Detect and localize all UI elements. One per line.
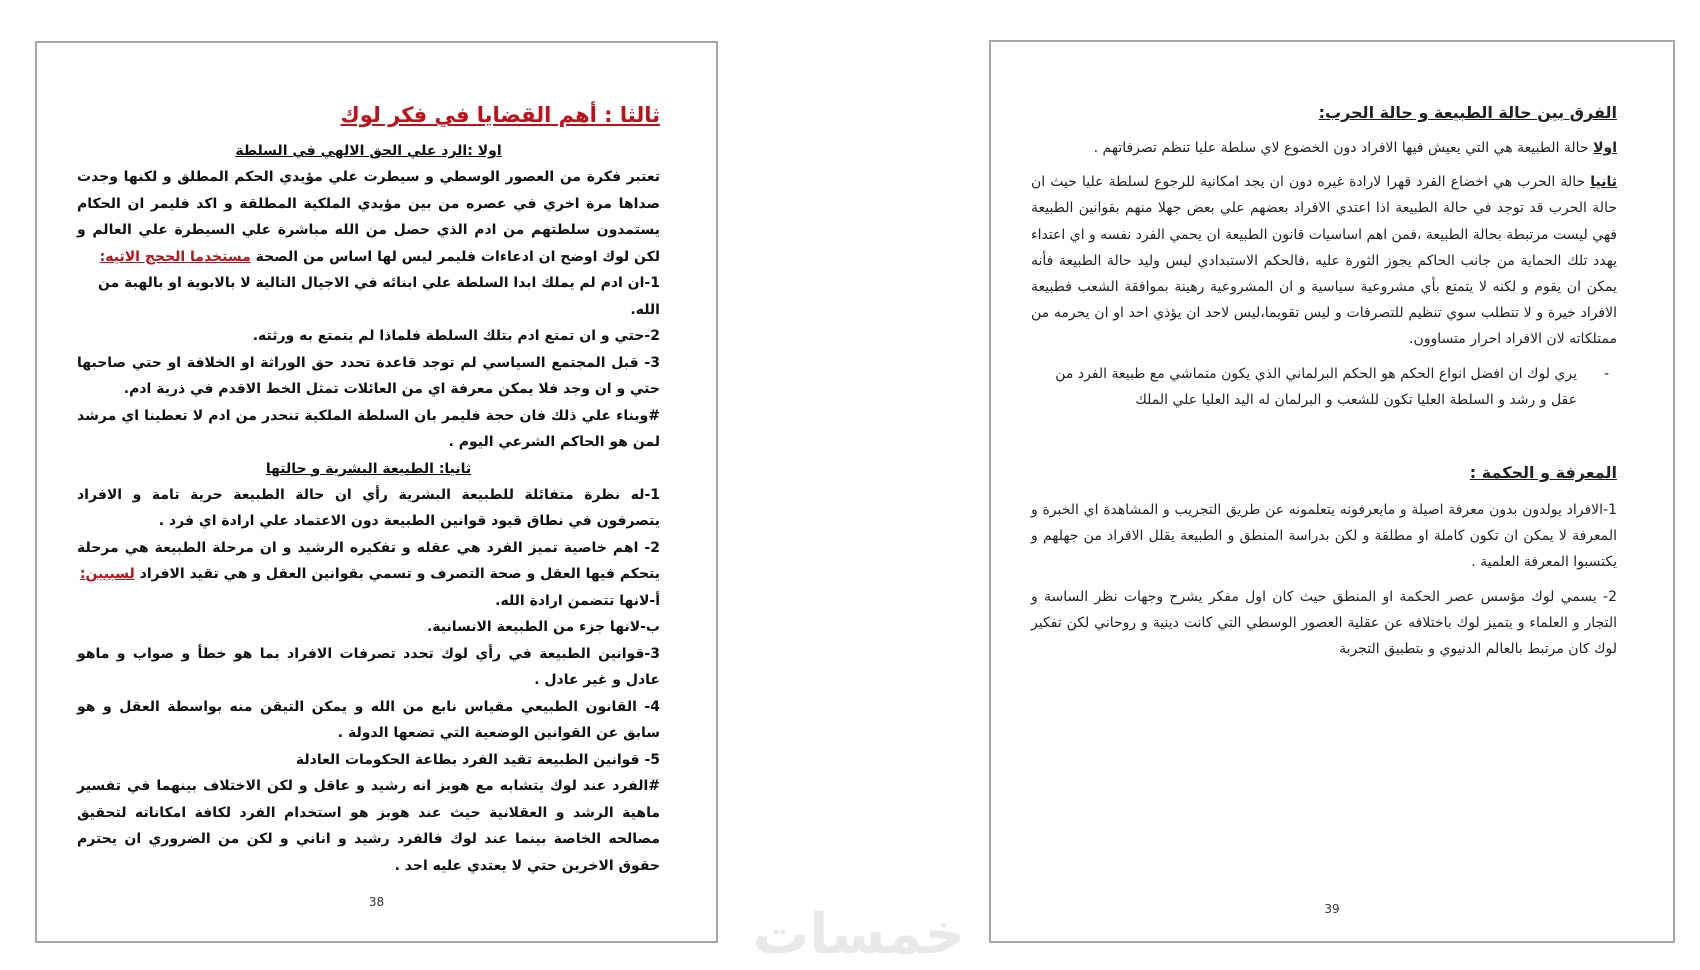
paragraph-text: حالة الحرب هي اخضاع الفرد قهرا لارادة غيره دون ان يجد امكانية للرجوع لسلطة عليا حيث ان حالة الحرب قد توجد في حالة الطبيعة اذا اعتدي الافراد بعضهم علي بعض جهلا منهم بقوانين الطبيعة فهي ليست مرتبطة بحالة الطبيعة ،فمن اهم اساسيات قانون الطبيعة ان يحمي الفرد نفسه و اي اعتداء يهدد تلك الحماية من جانب الحاكم يجوز الثورة عليه ،فالحكم الاستبدادي ليس وليد حالة الطبيعة فأنه يمكن ان يقوم و لكنه لا يتمتع بأي مشروعية سياسية و ان المشروعية رهينة بموافقة الشعب فطبيعة الافراد خيرة و لا تتطلب سوي تنظيم للتصرفات و ليس تقويما،ليس لاحد ان يؤذي احد او ان يحرمه من ممتلكاته لان الافراد احرار متساوون.: [1031, 174, 1617, 348]
paragraph: 1-الافراد يولدون بدون معرفة اصيلة و مايعرفونه يتعلمونه عن طريق التجريب و المشاهدة اي الخبرة و المعرفة لا يمكن ان تكون كاملة او مطلقة و لكن بدراسة المنطق و الطبيعة يقلل الافراد من جهلهم و يكتسبوا المعرفة العلمية .: [1031, 502, 1617, 571]
paragraph: [1031, 135, 1617, 161]
page-number: 39: [1324, 902, 1340, 916]
bullet-dash: -: [1603, 365, 1609, 382]
list-item: 3- قبل المجتمع السياسي لم توجد قاعدة تحدد حق الوراثة او الخلافة او حتي صاحبها حتي و ان وجد فلا يمكن معرفة اي من العائلات تمثل الخط الاقدم في ذرية ادم.: [77, 354, 660, 397]
page-right-content: [1031, 99, 1617, 662]
paragraph-text: حالة الطبيعة هي التي يعيش فيها الافراد دون الخضوع لاي سلطة عليا تنظم تصرفاتهم .: [1093, 140, 1594, 156]
page-left-content: [77, 100, 660, 879]
section-heading-human-nature: ثانيا: الطبيعة البشرية و حالتها: [265, 460, 472, 477]
list-item: 4- القانون الطبيعي مقياس نابع من الله و يمكن التيقن منه بواسطة العقل و هو سابق عن القوانين الوضعية التي تضعها الدولة .: [77, 698, 660, 741]
list-item: #وبناء علي ذلك فان حجة فليمر بان السلطة الملكية تنحدر من ادم لا تعطينا اي مرشد لمن هو الحاكم الشرعي اليوم .: [77, 407, 660, 450]
page-right: [989, 40, 1675, 943]
highlight-two-reasons: لسببين:: [79, 566, 135, 582]
paragraph: [1031, 169, 1617, 352]
page-left: [35, 41, 718, 943]
watermark-logo: خمسات: [752, 902, 965, 967]
list-item: أ-لانها تتضمن ارادة الله.: [495, 592, 660, 609]
list-item: 1-له نظرة متفائلة للطبيعة البشرية رأي ان حالة الطبيعة حرية تامة و الافراد يتصرفون في نطاق قيود قوانين الطبيعة دون الاعتماد علي ارادة اي فرد .: [77, 486, 660, 529]
list-item: 5- قوانين الطبيعة تقيد الفرد بطاعة الحكومات العادلة: [295, 751, 660, 768]
page-number: 38: [368, 895, 385, 909]
bullet-item: [1031, 361, 1617, 413]
bullet-text: يري لوك ان افضل انواع الحكم هو الحكم البرلماني الذي يكون متماشي مع طبيعة الفرد من عقل و رشد و السلطة العليا تكون للشعب و البرلمان له اليد العليا علي الملك: [1055, 365, 1577, 408]
paragraph-lead: اولا: [1593, 140, 1617, 156]
page-title: ثالثا : أهم القضايا في فكر لوك: [340, 103, 660, 127]
list-item: 3-قوانين الطبيعة في رأي لوك تحدد تصرفات الافراد بما هو خطأ و صواب و ماهو عادل و غير عادل .: [77, 645, 660, 688]
list-item-text: 2- اهم خاصية تميز الفرد هي عقله و تفكيره الرشيد و ان مرحلة الطبيعة هي مرحلة يتحكم فيها العقل و صحة التصرف و تسمي بقوانين العقل و هي تقيد الافراد: [77, 539, 660, 582]
list-item: #الفرد عند لوك يتشابه مع هوبز انه رشيد و عاقل و لكن الاختلاف بينهما في تفسير ماهية الرشد و العقلانية حيث عند هوبز هو استخدام الفرد لكافة امكاناته لتحقيق مصالحه الخاصة بينما عند لوك فالفرد رشيد و اناني و لكن من الضروري ان يحترم حقوق الاخرين حتي لا يعتدي عليه احد .: [77, 778, 660, 874]
section-heading-divine-right: اولا :الرد علي الحق الالهي في السلطة: [235, 143, 502, 159]
list-item: 1-ان ادم لم يملك ابدا السلطة علي ابنائه في الاجيال التالية لا بالابوية او بالهبة من الله.: [98, 275, 660, 318]
section-heading-knowledge: المعرفة و الحكمة :: [1469, 463, 1617, 483]
list-item: [77, 535, 660, 588]
paragraph-lead: ثانيا: [1590, 174, 1617, 191]
intro-paragraph: [77, 164, 660, 270]
section-heading-war-vs-nature: الفرق بين حالة الطبيعة و حالة الحرب:: [1318, 103, 1617, 122]
paragraph: 2- يسمي لوك مؤسس عصر الحكمة او المنطق حيث كان اول مفكر يشرح وجهات نظر الساسة و التجار و العلماء و يتميز لوك باختلافه عن عقلية العصور الوسطي التي كانت دينية و روحاني لكن تفكير لوك كان مرتبط بالعالم الدنيوي و بتطبيق التجربة: [1031, 588, 1617, 658]
intro-highlight: مستخدما الحجج الاتيه:: [99, 248, 251, 265]
list-item: ب-لانها جزء من الطبيعة الانسانية.: [426, 619, 660, 635]
intro-text: تعتبر فكرة من العصور الوسطي و سيطرت علي مؤيدي الحكم المطلق و لكنها وجدت صداها مرة اخري في عصره من بين مؤيدي الملكية المطلقة و اكد فليمر ان الحكام يستمدون سلطتهم من ادم الذي حصل من الله مباشرة علي السيطرة علي العالم و لكن لوك اوضح ان ادعاءات فليمر ليس لها اساس من الصحة: [77, 169, 660, 265]
list-item: 2-حتي و ان تمتع ادم بتلك السلطة فلماذا لم يتمتع به ورثته.: [252, 328, 660, 344]
